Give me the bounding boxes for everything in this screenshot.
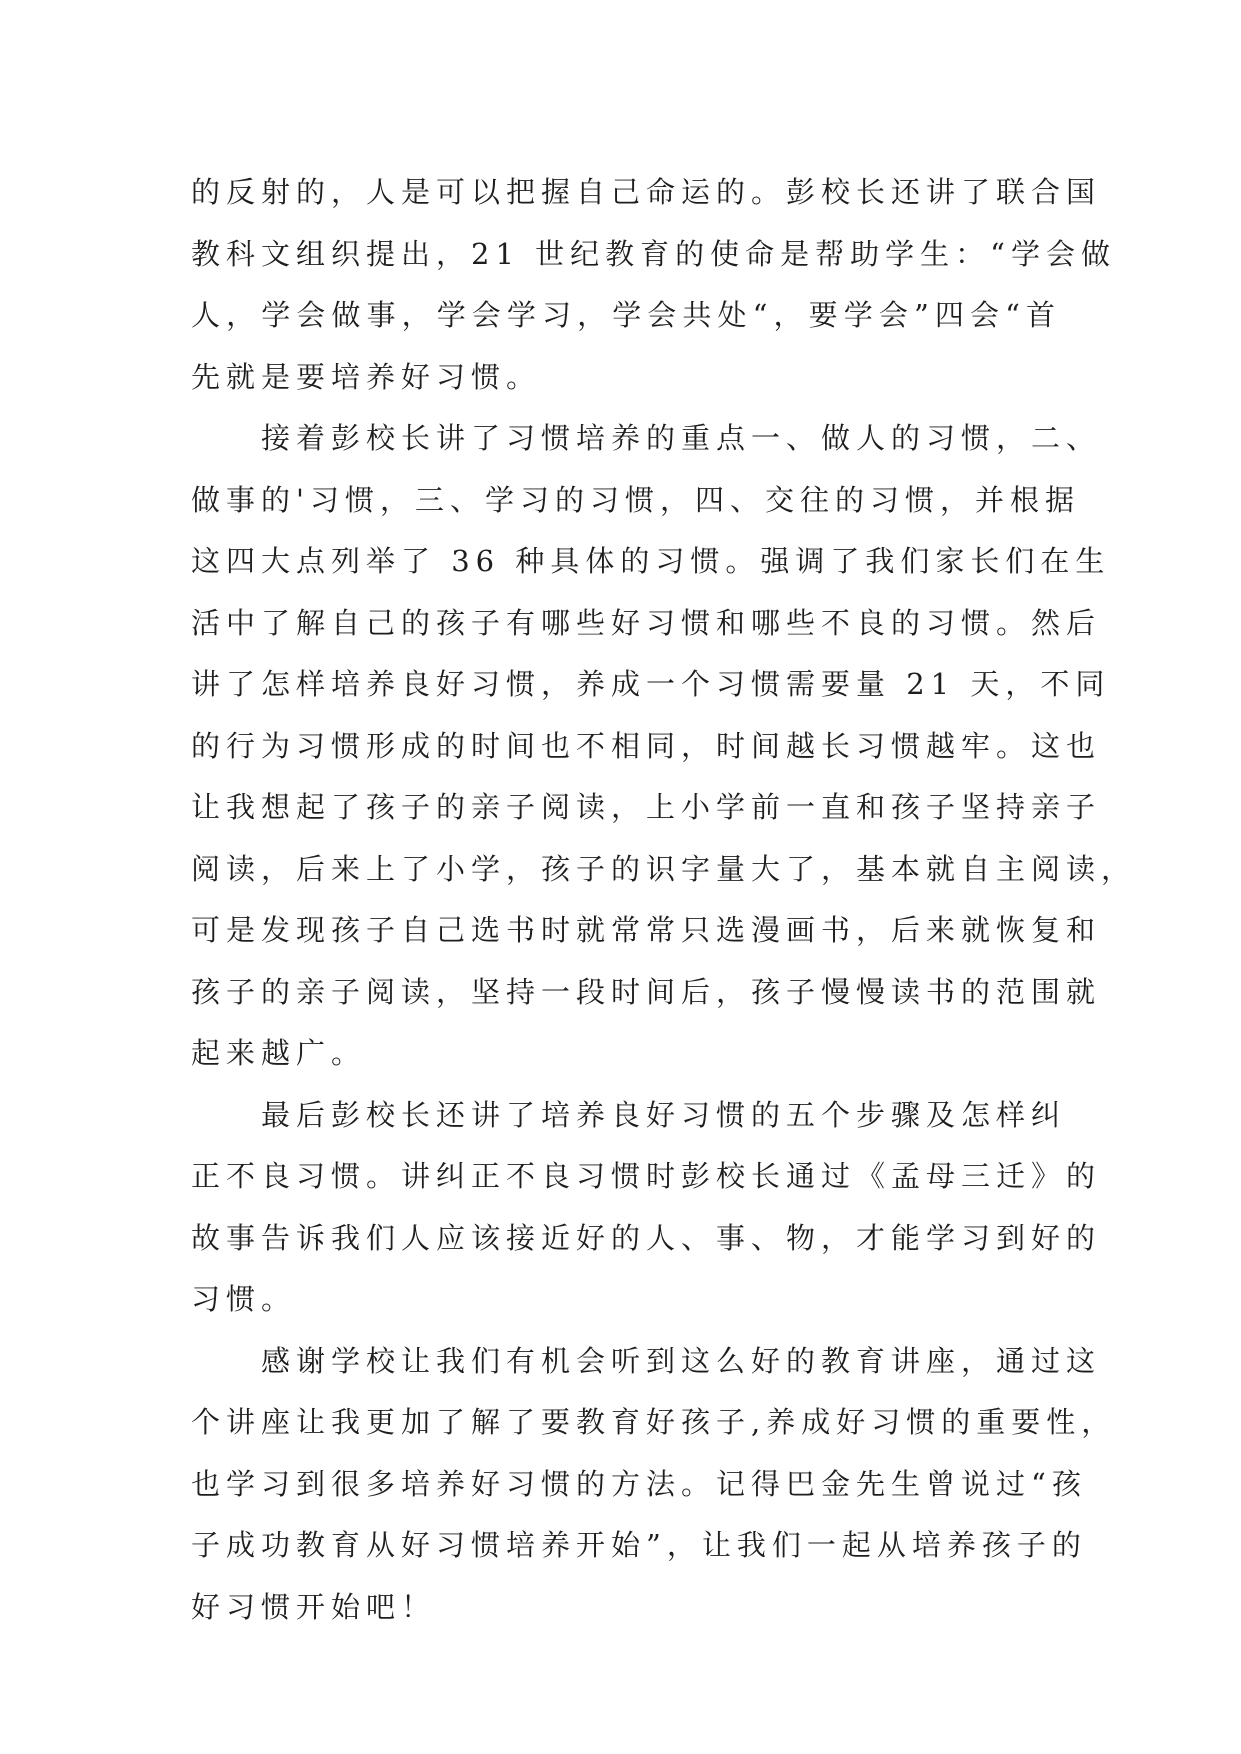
- text-line: 做事的'习惯，三、学习的习惯，四、交往的习惯，并根据: [191, 482, 1080, 517]
- paragraph-2: [191, 408, 1137, 1085]
- text-line: 可是发现孩子自己选书时就常常只选漫画书，后来就恢复和: [191, 913, 1102, 947]
- text-line: 阅读，后来上了小学，孩子的识字量大了，基本就自主阅读，: [191, 851, 1137, 886]
- text-line: 也学习到很多培养好习惯的方法。记得巴金先生曾说过“孩: [191, 1466, 1087, 1501]
- text-line: 孩子的亲子阅读，坚持一段时间后，孩子慢慢读书的范围就: [191, 974, 1102, 1009]
- text-line: 活中了解自己的孩子有哪些好习惯和哪些不良的习惯。然后: [191, 605, 1102, 640]
- text-line: 接着彭校长讲了习惯培养的重点一、做人的习惯，二、: [261, 421, 1102, 455]
- text-line: 起来越广。: [191, 1036, 367, 1070]
- text-line: 的行为习惯形成的时间也不相同，时间越长习惯越牢。这也: [191, 728, 1102, 763]
- text-line: 个讲座让我更加了解了要教育好孩子,养成好习惯的重要性，: [191, 1405, 1117, 1439]
- text-line: 故事告诉我们人应该接近好的人、事、物，才能学习到好的: [191, 1220, 1102, 1255]
- text-line: 先就是要培养好习惯。: [191, 359, 542, 394]
- text-line: 好习惯开始吧！: [191, 1589, 437, 1624]
- text-line: 感谢学校让我们有机会听到这么好的教育讲座，通过这: [261, 1343, 1102, 1378]
- paragraph-4: [191, 1331, 1117, 1639]
- text-line: 讲了怎样培养良好习惯，养成一个习惯需要量 21 天，不同: [191, 667, 1111, 701]
- text-line: 教科文组织提出，21 世纪教育的使命是帮助学生：“学会做: [191, 236, 1116, 271]
- document-body: [191, 162, 1137, 1638]
- text-line: 让我想起了孩子的亲子阅读，上小学前一直和孩子坚持亲子: [191, 790, 1102, 824]
- text-line: 子成功教育从好习惯培养开始”，让我们一起从培养孩子的: [191, 1528, 1087, 1562]
- text-line: 这四大点列举了 36 种具体的习惯。强调了我们家长们在生: [191, 544, 1111, 578]
- text-line: 正不良习惯。讲纠正不良习惯时彭校长通过《孟母三迁》的: [191, 1159, 1102, 1193]
- paragraph-3: [191, 1085, 1102, 1331]
- text-line: 习惯。: [191, 1282, 297, 1316]
- paragraph-1: [191, 162, 1116, 408]
- text-line: 的反射的，人是可以把握自己命运的。彭校长还讲了联合国: [191, 175, 1102, 209]
- text-line: 人，学会做事，学会学习，学会共处“，要学会”四会“首: [191, 298, 1061, 332]
- text-line: 最后彭校长还讲了培养良好习惯的五个步骤及怎样纠: [261, 1097, 1067, 1132]
